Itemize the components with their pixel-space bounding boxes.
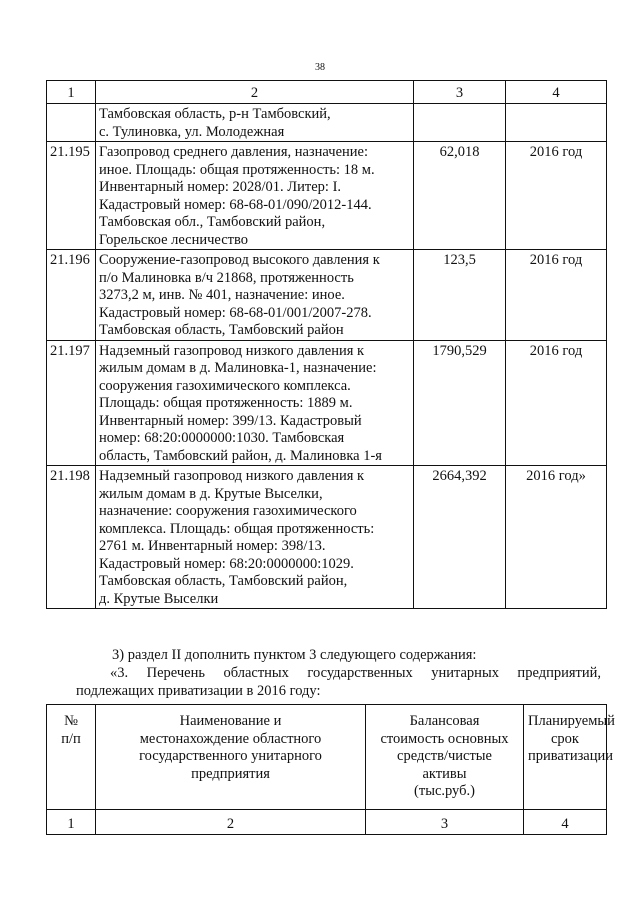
row-number: 21.195 bbox=[47, 142, 96, 250]
header-line: (тыс.руб.) bbox=[414, 783, 475, 799]
header-cell: 3 bbox=[414, 81, 506, 104]
enterprise-table bbox=[46, 704, 615, 835]
row-year: 2016 год bbox=[506, 142, 607, 250]
row-cost: 123,5 bbox=[414, 250, 506, 341]
description-line: Горельское лесничество bbox=[99, 231, 248, 248]
list-intro-paragraph: «3. Перечень областных государственных унитарных предприятий, подлежащих приватизации в 2016 году: bbox=[76, 665, 601, 699]
row-year bbox=[506, 104, 607, 142]
header-line: местонахождение областного bbox=[139, 730, 322, 747]
table-row bbox=[47, 340, 607, 466]
description-line: сооружения газохимического комплекса. bbox=[99, 377, 351, 394]
header-line: срок bbox=[551, 730, 579, 747]
table-header-row bbox=[47, 81, 607, 104]
description-line: Тамбовская область, Тамбовский район bbox=[99, 322, 344, 338]
header-line: Наименование и bbox=[179, 713, 282, 729]
description-line: Инвентарный номер: 2028/01. Литер: I. bbox=[99, 179, 342, 195]
description-line: с. Тулиновка, ул. Молодежная bbox=[99, 123, 285, 140]
description-line: 3273,2 м, инв. № 401, назначение: иное. bbox=[99, 287, 345, 303]
table-header-row bbox=[47, 705, 607, 810]
header-cell-value bbox=[366, 705, 524, 810]
row-number: 21.198 bbox=[47, 466, 96, 609]
header-line: государственного унитарного bbox=[139, 748, 322, 764]
amendment-paragraph: 3) раздел II дополнить пунктом 3 следующего содержания: bbox=[112, 647, 477, 663]
row-description bbox=[96, 340, 414, 466]
row-year: 2016 год» bbox=[506, 466, 607, 609]
description-line: Надземный газопровод низкого давления к bbox=[99, 468, 365, 484]
description-line: Газопровод среднего давления, назначение: bbox=[99, 144, 368, 160]
header-cell-name bbox=[96, 705, 366, 810]
header-line: п/п bbox=[61, 730, 81, 747]
description-line: назначение: сооружения газохимического bbox=[99, 503, 357, 519]
column-number: 2 bbox=[96, 810, 366, 835]
header-line: активы bbox=[422, 765, 467, 782]
description-line: жилым домам в д. Крутые Выселки, bbox=[99, 485, 323, 502]
row-description bbox=[96, 142, 414, 250]
table-row-continuation bbox=[47, 104, 607, 142]
header-line: средств/чистые bbox=[397, 748, 492, 764]
row-cost: 62,018 bbox=[414, 142, 506, 250]
description-line: Кадастровый номер: 68-68-01/090/2012-144. bbox=[99, 196, 372, 213]
property-table bbox=[46, 80, 607, 609]
header-cell: 4 bbox=[506, 81, 607, 104]
table-row bbox=[47, 466, 607, 609]
table-number-row bbox=[47, 810, 607, 835]
row-cost bbox=[414, 104, 506, 142]
description-line: п/о Малиновка в/ч 21868, протяженность bbox=[99, 269, 354, 286]
header-cell: 1 bbox=[47, 81, 96, 104]
description-line: Сооружение-газопровод высокого давления к bbox=[99, 252, 380, 268]
description-line: жилым домам в д. Малиновка-1, назначение: bbox=[99, 360, 377, 376]
column-number: 4 bbox=[524, 810, 607, 835]
description-line: Инвентарный номер: 399/13. Кадастровый bbox=[99, 412, 362, 429]
row-year: 2016 год bbox=[506, 250, 607, 341]
header-line: приватизации bbox=[528, 748, 614, 764]
description-line: Тамбовская область, р-н Тамбовский, bbox=[99, 106, 331, 122]
column-number: 1 bbox=[47, 810, 96, 835]
page-number: 38 bbox=[315, 62, 325, 73]
header-cell-term bbox=[524, 705, 615, 810]
description-line: номер: 68:20:0000000:1030. Тамбовская bbox=[99, 430, 345, 446]
row-description bbox=[96, 104, 414, 142]
header-line: № bbox=[64, 713, 78, 729]
row-number: 21.196 bbox=[47, 250, 96, 341]
description-line: Кадастровый номер: 68:20:0000000:1029. bbox=[99, 555, 354, 572]
column-number: 3 bbox=[366, 810, 524, 835]
header-line: стоимость основных bbox=[380, 730, 509, 747]
description-line: Тамбовская область, Тамбовский район, bbox=[99, 573, 348, 589]
header-cell: 2 bbox=[96, 81, 414, 104]
description-line: область, Тамбовский район, д. Малиновка 1-я bbox=[99, 447, 382, 464]
row-description bbox=[96, 466, 414, 609]
row-cost: 2664,392 bbox=[414, 466, 506, 609]
table-row bbox=[47, 250, 607, 341]
header-cell-number bbox=[47, 705, 96, 810]
header-line: Балансовая bbox=[409, 713, 480, 729]
row-number: 21.197 bbox=[47, 340, 96, 466]
description-line: комплекса. Площадь: общая протяженность: bbox=[99, 520, 375, 537]
table-row bbox=[47, 142, 607, 250]
description-line: Площадь: общая протяженность: 1889 м. bbox=[99, 395, 353, 411]
description-line: д. Крутые Выселки bbox=[99, 590, 219, 607]
row-number bbox=[47, 104, 96, 142]
description-line: 2761 м. Инвентарный номер: 398/13. bbox=[99, 538, 326, 554]
description-line: иное. Площадь: общая протяженность: 18 м. bbox=[99, 161, 375, 178]
header-line: предприятия bbox=[191, 765, 270, 782]
row-year: 2016 год bbox=[506, 340, 607, 466]
header-line: Планируемый bbox=[528, 713, 615, 729]
row-cost: 1790,529 bbox=[414, 340, 506, 466]
row-description bbox=[96, 250, 414, 341]
description-line: Тамбовская обл., Тамбовский район, bbox=[99, 214, 326, 230]
description-line: Надземный газопровод низкого давления к bbox=[99, 342, 365, 359]
description-line: Кадастровый номер: 68-68-01/001/2007-278. bbox=[99, 304, 372, 321]
